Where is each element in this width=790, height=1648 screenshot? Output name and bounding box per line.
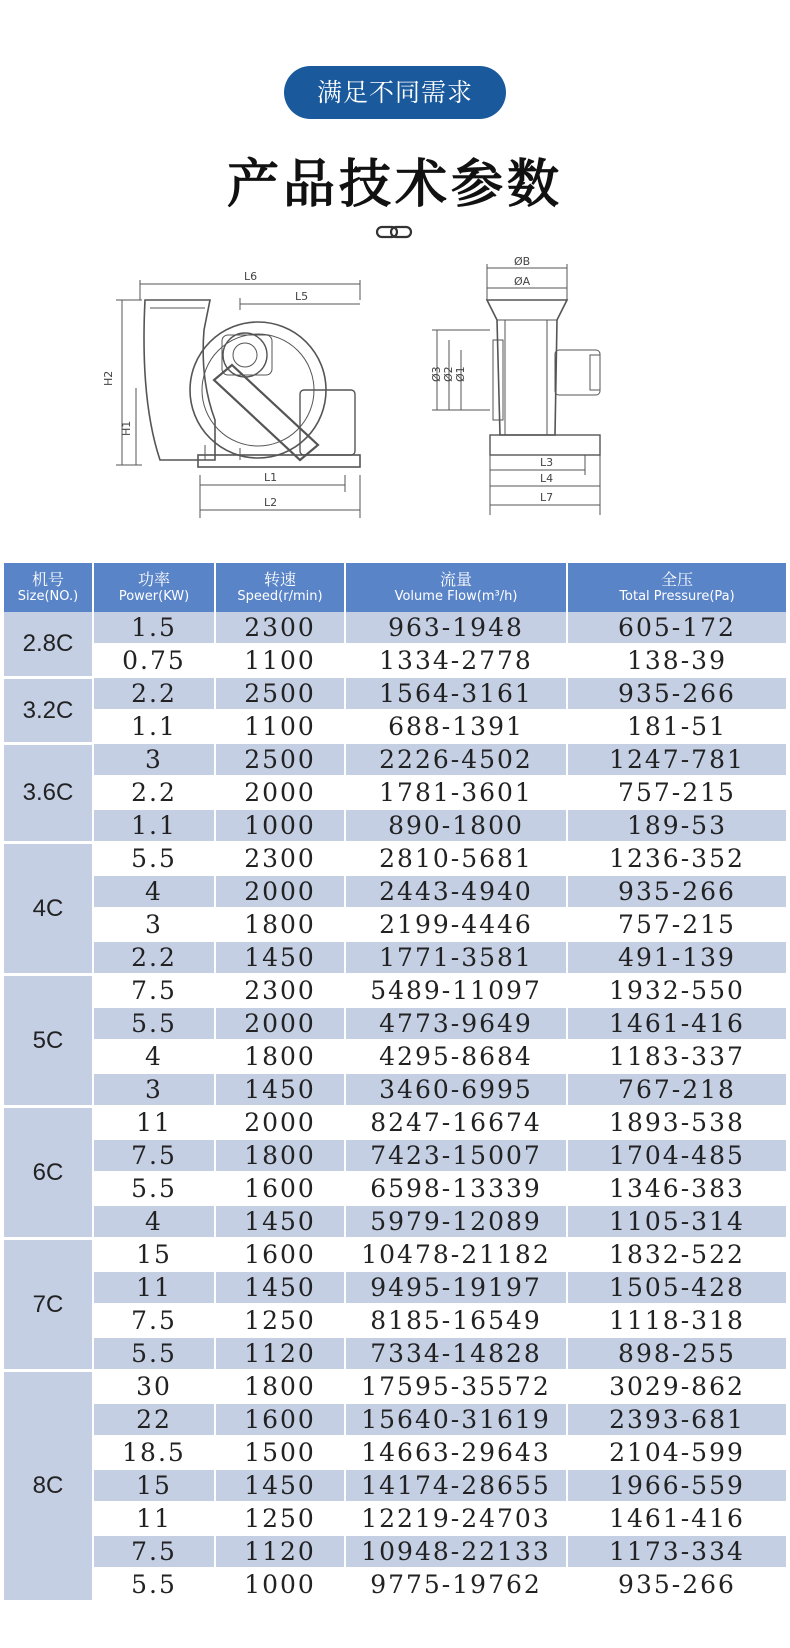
table-row xyxy=(4,644,786,677)
volume-flow-cell: 14663-29643 xyxy=(345,1436,567,1469)
model-cell: 4C xyxy=(4,842,93,974)
volume-flow-cell: 1771-3581 xyxy=(345,941,567,974)
dim-label-L2: L2 xyxy=(264,496,278,509)
power-cell: 7.5 xyxy=(93,1304,215,1337)
power-cell: 11 xyxy=(93,1106,215,1139)
fan-dimension-drawing xyxy=(0,255,790,530)
volume-flow-cell: 10948-22133 xyxy=(345,1535,567,1568)
table-row xyxy=(4,710,786,743)
speed-cell: 1800 xyxy=(215,908,345,941)
total-pressure-cell: 1105-314 xyxy=(567,1205,786,1238)
dim-label-phi3: Ø3 xyxy=(430,366,443,382)
total-pressure-cell: 1236-352 xyxy=(567,842,786,875)
speed-cell: 2000 xyxy=(215,875,345,908)
volume-flow-cell: 15640-31619 xyxy=(345,1403,567,1436)
volume-flow-cell: 6598-13339 xyxy=(345,1172,567,1205)
total-pressure-cell: 605-172 xyxy=(567,612,786,644)
power-cell: 1.5 xyxy=(93,612,215,644)
model-cell: 6C xyxy=(4,1106,93,1238)
total-pressure-cell: 1173-334 xyxy=(567,1535,786,1568)
total-pressure-cell: 1505-428 xyxy=(567,1271,786,1304)
speed-cell: 1600 xyxy=(215,1172,345,1205)
speed-cell: 1800 xyxy=(215,1040,345,1073)
power-cell: 1.1 xyxy=(93,809,215,842)
speed-cell: 1450 xyxy=(215,1073,345,1106)
volume-flow-cell: 1781-3601 xyxy=(345,776,567,809)
volume-flow-cell: 17595-35572 xyxy=(345,1370,567,1403)
total-pressure-cell: 757-215 xyxy=(567,908,786,941)
table-row xyxy=(4,809,786,842)
speed-cell: 2500 xyxy=(215,743,345,776)
volume-flow-cell: 2226-4502 xyxy=(345,743,567,776)
dim-label-L7: L7 xyxy=(540,491,554,504)
volume-flow-cell: 5489-11097 xyxy=(345,974,567,1007)
volume-flow-cell: 3460-6995 xyxy=(345,1073,567,1106)
table-row xyxy=(4,1271,786,1304)
total-pressure-cell: 935-266 xyxy=(567,677,786,710)
header-speed: 转速 Speed(r/min) xyxy=(215,563,345,612)
table-row xyxy=(4,1205,786,1238)
power-cell: 4 xyxy=(93,875,215,908)
table-row xyxy=(4,1007,786,1040)
table-row xyxy=(4,1469,786,1502)
volume-flow-cell: 7334-14828 xyxy=(345,1337,567,1370)
speed-cell: 2000 xyxy=(215,1106,345,1139)
table-row xyxy=(4,908,786,941)
total-pressure-cell: 1183-337 xyxy=(567,1040,786,1073)
dim-label-phi1: Ø1 xyxy=(454,366,467,382)
table-row xyxy=(4,1040,786,1073)
volume-flow-cell: 10478-21182 xyxy=(345,1238,567,1271)
total-pressure-cell: 138-39 xyxy=(567,644,786,677)
table-row xyxy=(4,1238,786,1271)
total-pressure-cell: 1704-485 xyxy=(567,1139,786,1172)
volume-flow-cell: 9775-19762 xyxy=(345,1568,567,1601)
power-cell: 5.5 xyxy=(93,1337,215,1370)
power-cell: 22 xyxy=(93,1403,215,1436)
dim-label-phi2: Ø2 xyxy=(442,366,455,382)
power-cell: 1.1 xyxy=(93,710,215,743)
total-pressure-cell: 1966-559 xyxy=(567,1469,786,1502)
table-row xyxy=(4,974,786,1007)
speed-cell: 1600 xyxy=(215,1238,345,1271)
speed-cell: 1250 xyxy=(215,1502,345,1535)
table-row xyxy=(4,1535,786,1568)
power-cell: 7.5 xyxy=(93,974,215,1007)
total-pressure-cell: 2393-681 xyxy=(567,1403,786,1436)
speed-cell: 1800 xyxy=(215,1139,345,1172)
dim-label-L3: L3 xyxy=(540,456,554,469)
table-row xyxy=(4,1436,786,1469)
total-pressure-cell: 1893-538 xyxy=(567,1106,786,1139)
power-cell: 2.2 xyxy=(93,677,215,710)
volume-flow-cell: 2443-4940 xyxy=(345,875,567,908)
total-pressure-cell: 1461-416 xyxy=(567,1007,786,1040)
volume-flow-cell: 1334-2778 xyxy=(345,644,567,677)
speed-cell: 1500 xyxy=(215,1436,345,1469)
volume-flow-cell: 688-1391 xyxy=(345,710,567,743)
total-pressure-cell: 491-139 xyxy=(567,941,786,974)
speed-cell: 1450 xyxy=(215,941,345,974)
table-row xyxy=(4,941,786,974)
table-row xyxy=(4,1403,786,1436)
total-pressure-cell: 1247-781 xyxy=(567,743,786,776)
spec-table-header xyxy=(4,563,786,612)
speed-cell: 1000 xyxy=(215,809,345,842)
total-pressure-cell: 3029-862 xyxy=(567,1370,786,1403)
power-cell: 3 xyxy=(93,1073,215,1106)
speed-cell: 1120 xyxy=(215,1337,345,1370)
speed-cell: 1250 xyxy=(215,1304,345,1337)
dim-label-phiA: ØA xyxy=(514,275,531,288)
volume-flow-cell: 14174-28655 xyxy=(345,1469,567,1502)
dim-label-H1: H1 xyxy=(120,420,133,436)
total-pressure-cell: 935-266 xyxy=(567,1568,786,1601)
total-pressure-cell: 1461-416 xyxy=(567,1502,786,1535)
table-row xyxy=(4,1304,786,1337)
power-cell: 30 xyxy=(93,1370,215,1403)
speed-cell: 1100 xyxy=(215,644,345,677)
dim-label-L6: L6 xyxy=(244,270,258,283)
volume-flow-cell: 1564-3161 xyxy=(345,677,567,710)
power-cell: 11 xyxy=(93,1502,215,1535)
power-cell: 15 xyxy=(93,1469,215,1502)
speed-cell: 1120 xyxy=(215,1535,345,1568)
total-pressure-cell: 2104-599 xyxy=(567,1436,786,1469)
model-cell: 3.6C xyxy=(4,743,93,842)
total-pressure-cell: 181-51 xyxy=(567,710,786,743)
table-row xyxy=(4,612,786,644)
power-cell: 15 xyxy=(93,1238,215,1271)
model-cell: 2.8C xyxy=(4,612,93,677)
model-cell: 3.2C xyxy=(4,677,93,743)
volume-flow-cell: 2199-4446 xyxy=(345,908,567,941)
table-row xyxy=(4,1106,786,1139)
table-row xyxy=(4,875,786,908)
total-pressure-cell: 767-218 xyxy=(567,1073,786,1106)
dim-label-phiB: ØB xyxy=(514,255,531,268)
table-row xyxy=(4,677,786,710)
speed-cell: 1100 xyxy=(215,710,345,743)
header-total-pressure: 全压 Total Pressure(Pa) xyxy=(567,563,786,612)
table-row xyxy=(4,1073,786,1106)
table-row xyxy=(4,776,786,809)
power-cell: 3 xyxy=(93,743,215,776)
total-pressure-cell: 1346-383 xyxy=(567,1172,786,1205)
header-volume-flow: 流量 Volume Flow(m³/h) xyxy=(345,563,567,612)
header-size: 机号 Size(NO.) xyxy=(4,563,93,612)
volume-flow-cell: 963-1948 xyxy=(345,612,567,644)
speed-cell: 1450 xyxy=(215,1271,345,1304)
table-row xyxy=(4,743,786,776)
speed-cell: 1600 xyxy=(215,1403,345,1436)
speed-cell: 1450 xyxy=(215,1469,345,1502)
speed-cell: 2300 xyxy=(215,842,345,875)
model-cell: 8C xyxy=(4,1370,93,1601)
power-cell: 4 xyxy=(93,1040,215,1073)
power-cell: 2.2 xyxy=(93,776,215,809)
table-row xyxy=(4,842,786,875)
power-cell: 3 xyxy=(93,908,215,941)
table-row xyxy=(4,1370,786,1403)
speed-cell: 2500 xyxy=(215,677,345,710)
power-cell: 5.5 xyxy=(93,1568,215,1601)
page-title: 产品技术参数 xyxy=(226,155,563,215)
volume-flow-cell: 8247-16674 xyxy=(345,1106,567,1139)
power-cell: 5.5 xyxy=(93,842,215,875)
speed-cell: 2300 xyxy=(215,612,345,644)
dim-label-L1: L1 xyxy=(264,471,278,484)
volume-flow-cell: 4295-8684 xyxy=(345,1040,567,1073)
model-cell: 7C xyxy=(4,1238,93,1370)
power-cell: 18.5 xyxy=(93,1436,215,1469)
table-row xyxy=(4,1568,786,1601)
power-cell: 5.5 xyxy=(93,1172,215,1205)
speed-cell: 1800 xyxy=(215,1370,345,1403)
power-cell: 4 xyxy=(93,1205,215,1238)
total-pressure-cell: 935-266 xyxy=(567,875,786,908)
volume-flow-cell: 7423-15007 xyxy=(345,1139,567,1172)
dim-label-H2: H2 xyxy=(102,370,115,386)
power-cell: 11 xyxy=(93,1271,215,1304)
header-power: 功率 Power(KW) xyxy=(93,563,215,612)
link-icon xyxy=(376,224,412,240)
table-row xyxy=(4,1502,786,1535)
total-pressure-cell: 757-215 xyxy=(567,776,786,809)
speed-cell: 2000 xyxy=(215,1007,345,1040)
volume-flow-cell: 890-1800 xyxy=(345,809,567,842)
volume-flow-cell: 9495-19197 xyxy=(345,1271,567,1304)
volume-flow-cell: 5979-12089 xyxy=(345,1205,567,1238)
power-cell: 0.75 xyxy=(93,644,215,677)
table-row xyxy=(4,1139,786,1172)
dim-label-L5: L5 xyxy=(295,290,309,303)
total-pressure-cell: 1832-522 xyxy=(567,1238,786,1271)
power-cell: 7.5 xyxy=(93,1139,215,1172)
speed-cell: 2000 xyxy=(215,776,345,809)
power-cell: 5.5 xyxy=(93,1007,215,1040)
volume-flow-cell: 2810-5681 xyxy=(345,842,567,875)
total-pressure-cell: 189-53 xyxy=(567,809,786,842)
total-pressure-cell: 1118-318 xyxy=(567,1304,786,1337)
power-cell: 7.5 xyxy=(93,1535,215,1568)
section-badge: 满足不同需求 xyxy=(284,66,506,119)
dim-label-L4: L4 xyxy=(540,472,554,485)
table-row xyxy=(4,1337,786,1370)
table-row xyxy=(4,1172,786,1205)
total-pressure-cell: 1932-550 xyxy=(567,974,786,1007)
speed-cell: 2300 xyxy=(215,974,345,1007)
total-pressure-cell: 898-255 xyxy=(567,1337,786,1370)
volume-flow-cell: 8185-16549 xyxy=(345,1304,567,1337)
speed-cell: 1450 xyxy=(215,1205,345,1238)
model-cell: 5C xyxy=(4,974,93,1106)
spec-table xyxy=(4,563,786,1603)
power-cell: 2.2 xyxy=(93,941,215,974)
volume-flow-cell: 4773-9649 xyxy=(345,1007,567,1040)
volume-flow-cell: 12219-24703 xyxy=(345,1502,567,1535)
speed-cell: 1000 xyxy=(215,1568,345,1601)
